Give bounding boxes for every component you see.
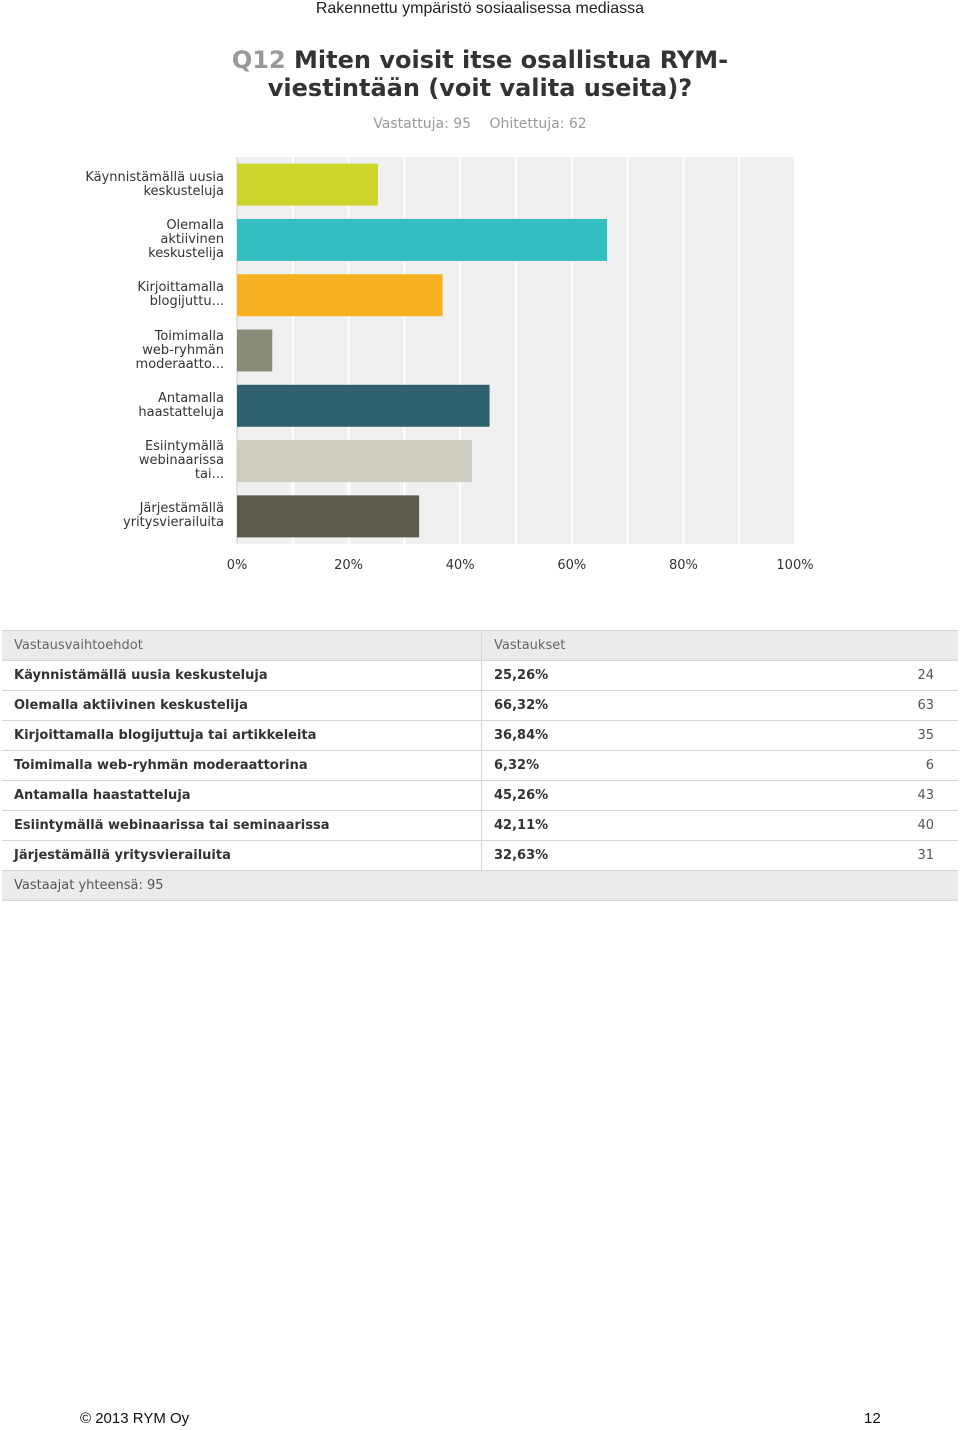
total-respondents: Vastaajat yhteensä: 95	[2, 871, 958, 901]
category-label-line: Järjestämällä	[139, 501, 224, 517]
category-label-line: Olemalla	[166, 217, 224, 233]
percent-cell: 45,26%	[482, 781, 768, 811]
bar-6	[237, 440, 472, 482]
option-cell: Käynnistämällä uusia keskusteluja	[14, 668, 268, 683]
category-label-line: moderaatto...	[135, 356, 224, 372]
bar-5	[237, 385, 490, 427]
table-row	[2, 661, 958, 691]
option-cell: Toimimalla web-ryhmän moderaattorina	[14, 758, 308, 773]
percent-cell: 66,32%	[482, 691, 768, 721]
option-cell: Antamalla haastatteluja	[14, 788, 191, 803]
x-tick-label: 100%	[776, 558, 814, 573]
count-cell: 40	[917, 818, 934, 833]
x-tick-label: 20%	[334, 558, 364, 573]
percent-cell: 32,63%	[482, 841, 768, 871]
table-row	[2, 781, 958, 811]
category-label-line: blogijuttu...	[149, 294, 224, 310]
category-label-line: webinaarissa	[138, 453, 224, 469]
category-label-line: Antamalla	[157, 390, 224, 406]
count-cell: 31	[917, 848, 934, 863]
question-text-line2: viestintään (voit valita useita)?	[267, 74, 693, 102]
table-row	[2, 811, 958, 841]
category-label-line: aktiivinen	[160, 231, 224, 247]
footer-copyright: © 2013 RYM Oy	[80, 1410, 190, 1427]
footer-page-number: 12	[864, 1410, 881, 1427]
question-title-line1	[0, 46, 960, 74]
table-row	[2, 721, 958, 751]
response-stats	[0, 116, 960, 132]
percent-cell: 6,32%	[482, 751, 768, 781]
x-tick-label: 0%	[226, 558, 248, 573]
count-cell: 43	[917, 788, 934, 803]
results-table	[2, 630, 958, 901]
question-title	[0, 46, 960, 102]
option-cell: Järjestämällä yritysvierailuita	[14, 848, 231, 863]
header-options: Vastausvaihtoehdot	[2, 631, 482, 661]
category-label-line: haastatteluja	[138, 404, 224, 420]
percent-cell: 36,84%	[482, 721, 768, 751]
category-label-line: web-ryhmän	[142, 342, 224, 358]
question-number: Q12	[231, 46, 286, 74]
category-label-line: Kirjoittamalla	[137, 280, 224, 296]
x-tick-label: 80%	[668, 558, 698, 573]
x-tick-label: 40%	[445, 558, 475, 573]
category-label-line: Käynnistämällä uusia	[85, 169, 224, 185]
count-cell: 6	[925, 758, 934, 773]
total-row	[2, 871, 958, 901]
category-label-line: Esiintymällä	[144, 439, 224, 455]
header-responses: Vastaukset	[482, 631, 959, 661]
bar-7	[237, 495, 419, 537]
percent-cell: 42,11%	[482, 811, 768, 841]
option-cell: Kirjoittamalla blogijuttuja tai artikkeleita	[14, 728, 317, 743]
table-body	[2, 661, 958, 901]
table-header-row	[2, 631, 958, 661]
bar-2	[237, 219, 607, 261]
option-cell: Esiintymällä webinaarissa tai seminaarissa	[14, 818, 330, 833]
category-label-line: yritysvierailuita	[123, 515, 224, 531]
x-tick-label: 60%	[557, 558, 587, 573]
percent-cell: 25,26%	[482, 661, 768, 691]
bar-3	[237, 274, 443, 316]
answered-count: Vastattuja: 95	[373, 116, 472, 132]
table-row	[2, 841, 958, 871]
question-text-line1: Miten voisit itse osallistua RYM-	[294, 46, 729, 74]
count-cell: 24	[917, 668, 934, 683]
skipped-count: Ohitettuja: 62	[489, 116, 587, 132]
table-row	[2, 691, 958, 721]
count-cell: 63	[917, 698, 934, 713]
category-label-line: keskustelija	[148, 245, 224, 261]
category-label-line: tai...	[194, 467, 224, 483]
category-label-line: keskusteluja	[143, 183, 224, 199]
table-row	[2, 751, 958, 781]
bar-1	[237, 164, 378, 206]
bar-chart	[0, 150, 960, 580]
page-header-title: Rakennettu ympäristö sosiaalisessa mediassa	[315, 0, 644, 17]
bar-4	[237, 330, 272, 372]
count-cell: 35	[917, 728, 934, 743]
option-cell: Olemalla aktiivinen keskustelija	[14, 698, 248, 713]
category-label-line: Toimimalla	[154, 328, 224, 344]
